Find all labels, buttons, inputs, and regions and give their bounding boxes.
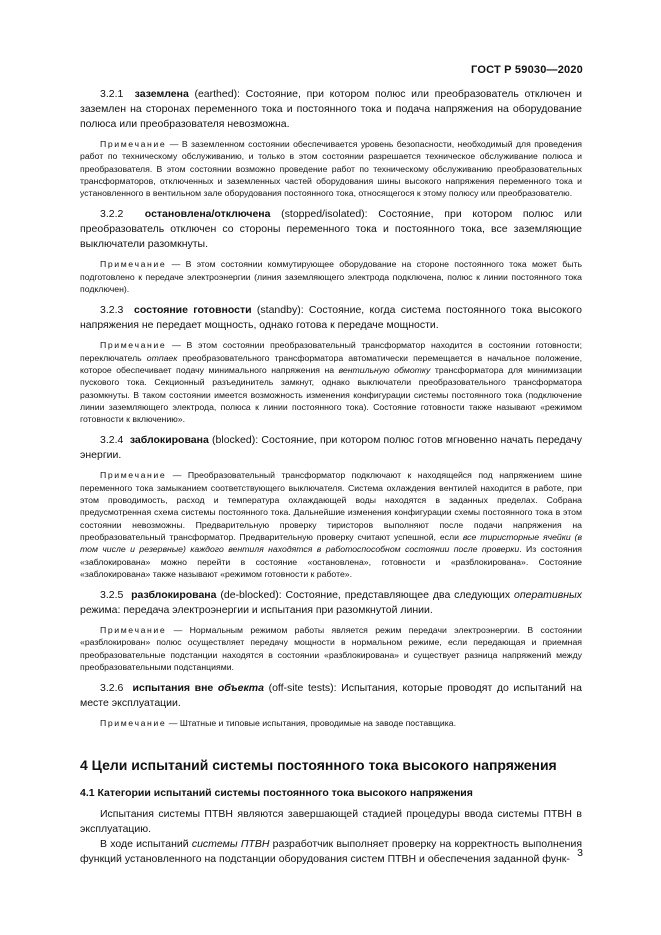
note-label: Примечание bbox=[100, 139, 167, 149]
document-code-header: ГОСТ Р 59030—2020 bbox=[471, 64, 583, 76]
clause-definition: (standby): Состояние, когда система постоянного тока высокого напряжения не передает мощность, однако готова к передаче мощности. bbox=[80, 304, 582, 332]
note-3-2-4 bbox=[80, 469, 582, 580]
note-3-2-5 bbox=[80, 624, 582, 673]
clause-definition: режима: передача электроэнергии и испытания при разомкнутой линии. bbox=[80, 604, 433, 617]
clause-3-2-4 bbox=[80, 433, 582, 463]
note-dash: — bbox=[166, 340, 187, 351]
clause-term: испытания вне bbox=[132, 682, 218, 695]
note-dash: — bbox=[166, 139, 182, 149]
note-text: В этом состоянии преобразовательный трансформатор находится в состоянии готовности; переключатель bbox=[80, 340, 582, 363]
clause-definition: (earthed): Состояние, при котором полюс или преобразователь отключен и заземлен на сторонах переменного тока и постоянного тока и подача напряжения на оборудование полюса или преобразователя невозможна. bbox=[80, 88, 583, 130]
section-4-paragraph-1: Испытания системы ПТВН являются завершающей стадией процедуры ввода системы ПТВН в эксплуатацию. bbox=[80, 807, 582, 835]
note-text: В заземленном состоянии обеспечивается уровень безопасности, необходимый для проведения работ по техническому обслуживанию, и только в этом состоянии разрешается техническое обслуживание полюса и преобразователя. В этом состоянии возможно проведение работ по техническому обслуживанию преобразовательных трансформаторов, отключенных и заземленных частей оборудования шины высокого напряжения переменного тока и установленного в вентильном зале оборудования постоянного тока, относящегося к этому полюсу или преобразователю. bbox=[80, 139, 583, 199]
clause-italic-word: оперативных bbox=[514, 589, 582, 602]
note-dash: — bbox=[166, 718, 180, 729]
page-content bbox=[80, 87, 582, 867]
note-italic-phrase: все тиристорные ячейки (в том числе и резервные) каждого вентиля находятся в работоспособном состоянии после проверки bbox=[80, 531, 582, 555]
note-3-2-3 bbox=[80, 339, 582, 425]
clause-3-2-6 bbox=[80, 681, 582, 711]
note-italic-term: вентильную обмотку bbox=[338, 364, 431, 375]
note-text: преобразовательного трансформатора автоматически перемещается в начальное положение, которое обеспечивает подачу минимального напряжения на bbox=[80, 352, 582, 375]
clause-definition: (off-site tests): Испытания, которые проводят до испытаний на месте эксплуатации. bbox=[80, 682, 583, 710]
note-3-2-1 bbox=[80, 138, 582, 199]
subsection-4-1-heading: 4.1 Категории испытаний системы постоянного тока высокого напряжения bbox=[80, 786, 473, 799]
clause-number: 3.2.5 bbox=[100, 589, 124, 602]
clause-term: остановлена/отключена bbox=[144, 208, 271, 221]
clause-term: разблокирована bbox=[131, 589, 217, 602]
clause-term: заблокирована bbox=[129, 434, 209, 447]
clause-3-2-1 bbox=[80, 87, 582, 132]
note-dash: — bbox=[166, 470, 188, 481]
clause-term-italic: объекта bbox=[217, 682, 264, 695]
note-text: трансформатора для минимизации пускового тока. Секционный разъединитель замкнут, однако выключатели преобразовательного трансформатора разомкнуты. В таком состоянии имеется возможность изменения конфигурации системы постоянного тока (подключение линии заземляющего электрода, полюса к линии постоянного тока). Состояние готовности также называют «режимом готовности к включению». bbox=[80, 364, 582, 425]
note-3-2-6 bbox=[80, 717, 582, 729]
clause-number: 3.2.3 bbox=[100, 304, 124, 317]
note-text: Преобразовательный трансформатор подключают к находящейся под напряжением шине переменного тока замыканием соответствующего выключателя. Система охлаждения вентилей находится в работе, при этом проводимость, расход и температура охлаждающей воды находятся в заданных пределах. Собрана предусмотренная схема системы постоянного тока. Дальнейшие изменения конфигурации схемы постоянного тока в этом состоянии невозможны. Предварительную проверку тиристоров выполняют после подачи напряжения на преобразовательный трансформатор. Предварительную проверку считают успешной, если bbox=[80, 470, 582, 542]
clause-number: 3.2.4 bbox=[100, 434, 124, 447]
note-text: В этом состоянии коммутирующее оборудование на стороне постоянного тока может быть подготовлено к передаче электроэнергии (линия заземляющего электрода подключена, полюс к линии постоянного тока подключен). bbox=[80, 259, 583, 295]
note-3-2-2 bbox=[80, 258, 582, 295]
section-4-heading: 4 Цели испытаний системы постоянного тока высокого напряжения bbox=[80, 756, 557, 773]
note-label: Примечание bbox=[100, 340, 167, 351]
clause-term: состояние готовности bbox=[133, 304, 252, 317]
note-dash: — bbox=[166, 259, 186, 270]
note-label: Примечание bbox=[100, 625, 167, 636]
note-label: Примечание bbox=[100, 259, 167, 270]
note-dash: — bbox=[166, 625, 190, 636]
clause-definition: (stopped/isolated): Состояние, при котором полюс или преобразователь отключен со стороны переменного тока и постоянного тока, все заземляющие выключатели разомкнуты. bbox=[80, 208, 582, 251]
italic-term: системы ПТВН bbox=[191, 837, 270, 850]
note-text: Штатные и типовые испытания, проводимые на заводе поставщика. bbox=[179, 718, 457, 729]
clause-3-2-2 bbox=[80, 207, 582, 252]
clause-number: 3.2.6 bbox=[100, 682, 124, 695]
clause-term: заземлена bbox=[134, 88, 189, 100]
note-text: Нормальным режимом работы является режим передачи электроэнергии. В состоянии «разблокирован» полюс осуществляет передачу мощности в нормальном режиме, если передающая и приемная преобразовательные подстанции находятся в состоянии «разблокирована» и существует разница напряжений между преобразовательными подстанциями. bbox=[80, 625, 583, 673]
note-text: . Из состояния «заблокирована» можно перейти в состояние «остановлена», готовности и «разблокирована». Состояние «заблокирована» также называют «режимом готовности к работе». bbox=[80, 544, 583, 579]
clause-definition: (de-blocked): Состояние, представляющее два следующих bbox=[216, 589, 515, 602]
note-label: Примечание bbox=[100, 470, 167, 481]
page-number: 3 bbox=[577, 847, 583, 859]
clause-3-2-3 bbox=[80, 303, 582, 333]
note-label: Примечание bbox=[100, 718, 167, 729]
clause-definition: (blocked): Состояние, при котором полюс готов мгновенно начать передачу энергии. bbox=[80, 434, 582, 462]
section-4-paragraph-2: В ходе испытаний системы ПТВН разработчик выполняет проверку на корректность выполнения функций установленного на подстанции оборудования систем ПТВН и обеспечения заданной функ- bbox=[80, 837, 583, 865]
clause-number: 3.2.2 bbox=[100, 208, 124, 221]
clause-3-2-5 bbox=[80, 588, 582, 618]
note-italic-term: отпаек bbox=[146, 352, 178, 363]
clause-number: 3.2.1 bbox=[100, 88, 124, 100]
